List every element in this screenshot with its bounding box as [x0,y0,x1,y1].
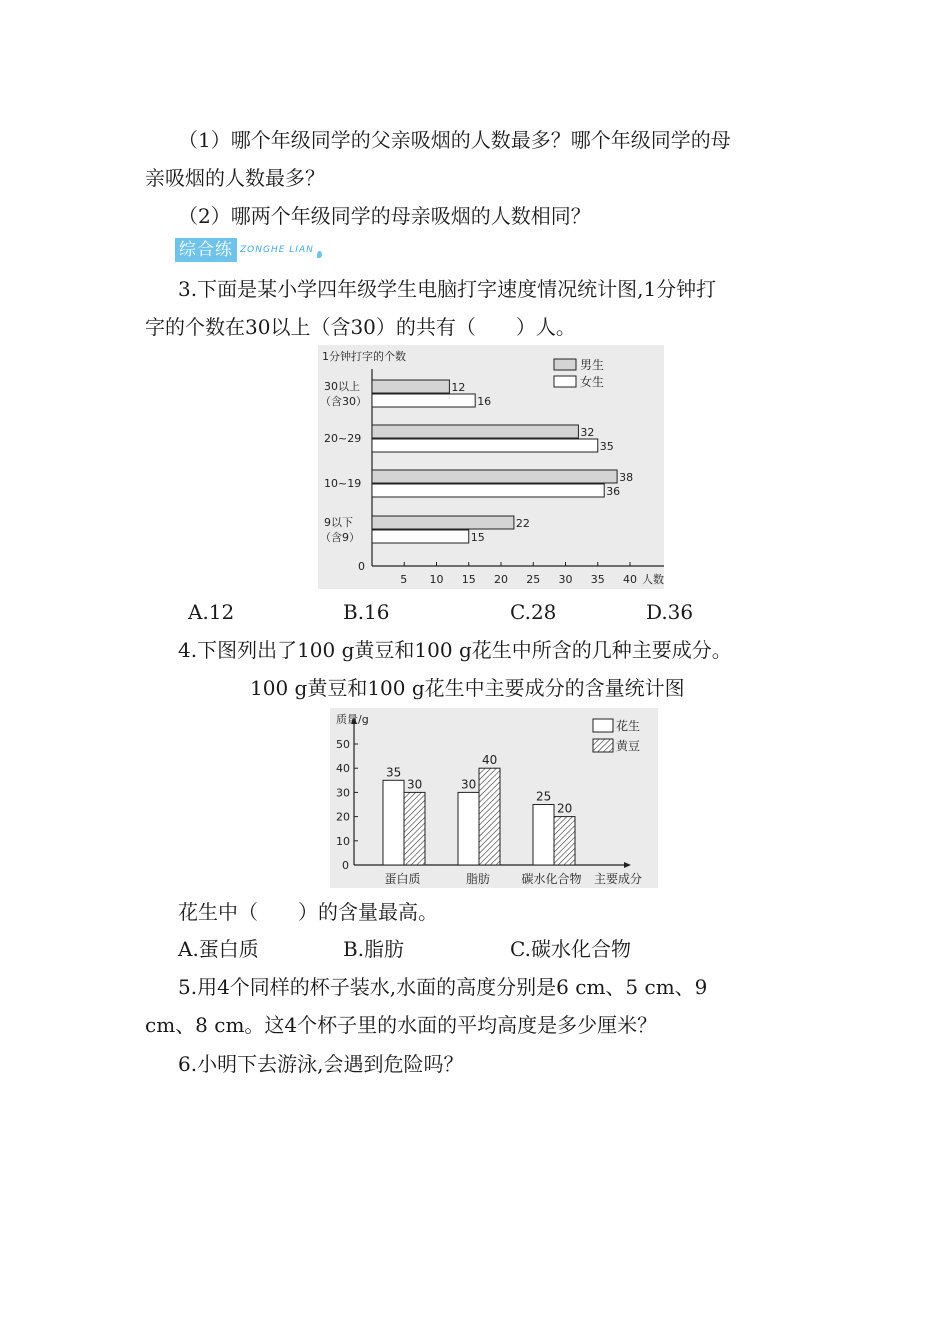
question-4: 4.下图列出了100 g黄豆和100 g花生中所含的几种主要成分。 [178,638,732,662]
category-label: （含9） [320,531,360,544]
x-tick-label: 5 [400,573,408,586]
drop-icon [317,251,322,258]
legend-label: 花生 [616,719,641,733]
y-tick-label: 40 [336,762,350,776]
nutrient-chart-container [330,708,658,888]
data-label: 12 [451,381,466,394]
bar-girls [372,439,598,452]
bar-boys [372,425,578,438]
bar-boys [372,380,449,393]
chart-2-caption: 100 g黄豆和100 g花生中主要成分的含量统计图 [250,676,685,700]
y-axis-label: 质量/g [336,713,369,726]
category-label: 9以下 [324,516,353,529]
bar-peanut [458,792,479,865]
bar-boys [372,516,514,529]
question-2: （2）哪两个年级同学的母亲吸烟的人数相同？ [178,204,591,228]
data-label: 38 [619,471,634,484]
option-3d[interactable]: D.36 [646,600,694,624]
option-3b[interactable]: B.16 [343,600,390,624]
bar-peanut [383,780,404,865]
question-5-line-2: cm、8 cm。这4个杯子里的水面的平均高度是多少厘米？ [145,1013,658,1037]
legend-swatch [593,739,613,752]
question-4-blank: 花生中（ ）的含量最高。 [178,900,438,924]
data-label: 20 [557,801,573,816]
data-label: 32 [580,426,595,439]
question-5-line-1: 5.用4个同样的杯子装水,水面的高度分别是6 cm、5 cm、9 [178,975,708,999]
question-3-line-2: 字的个数在30以上（含30）的共有（ ）人。 [145,315,576,339]
bar-boys [372,470,617,483]
section-badge-label: 综合练 [175,238,237,262]
option-4a[interactable]: A.蛋白质 [178,937,259,961]
x-tick-label: 40 [623,573,637,586]
bar-soybean [554,817,575,865]
category-label: 脂肪 [466,872,491,886]
question-1-line-2: 亲吸烟的人数最多？ [145,166,325,190]
category-label: 20~29 [324,432,362,445]
bar-girls [372,394,475,407]
typing-speed-chart-container [318,345,664,589]
legend-swatch [593,719,613,732]
data-label: 35 [386,765,402,780]
data-label: 15 [470,531,485,544]
x-axis-arrow [624,862,631,868]
typing-speed-chart [318,345,664,589]
option-4b[interactable]: B.脂肪 [343,937,405,961]
bar-soybean [479,768,500,865]
legend-swatch [554,359,576,370]
category-label: （含30） [320,395,367,408]
data-label: 30 [407,777,423,792]
data-label: 40 [482,753,498,768]
data-label: 22 [515,517,530,530]
bar-girls [372,484,604,497]
data-label: 35 [599,440,614,453]
option-3c[interactable]: C.28 [510,600,557,624]
category-label: 碳水化合物 [521,872,582,886]
x-tick-label: 35 [590,573,605,586]
data-label: 25 [536,789,552,804]
data-label: 16 [477,395,492,408]
y-tick-label: 30 [336,786,350,800]
x-tick-label: 15 [461,573,476,586]
legend-label: 男生 [580,358,605,372]
data-label: 36 [606,485,621,498]
x-tick-label: 10 [429,573,444,586]
category-label: 蛋白质 [384,872,421,886]
origin-label: 0 [342,859,349,872]
y-tick-label: 50 [336,738,350,751]
data-label: 30 [461,777,477,792]
y-axis-label: 1分钟打字的个数 [322,350,406,363]
x-tick-label: 20 [494,573,508,586]
bar-girls [372,530,469,543]
y-tick-label: 10 [336,834,350,848]
option-4c[interactable]: C.碳水化合物 [510,937,631,961]
section-badge [175,237,322,263]
question-3-line-1: 3.下面是某小学四年级学生电脑打字速度情况统计图,1分钟打 [178,277,717,301]
bar-peanut [533,805,554,866]
y-tick-label: 20 [336,810,350,824]
section-badge-pinyin: ZONGHE LIAN [240,245,314,255]
legend-label: 女生 [580,375,605,389]
bar-soybean [404,792,425,865]
x-axis-label: 人数 [642,573,664,586]
category-label: 30以上 [324,380,360,393]
legend-swatch [554,376,576,387]
nutrient-chart [330,708,658,888]
question-6: 6.小明下去游泳,会遇到危险吗？ [178,1052,464,1076]
option-3a[interactable]: A.12 [188,600,235,624]
x-tick-label: 30 [558,573,573,586]
origin-label: 0 [358,560,365,573]
question-1-line-1: （1）哪个年级同学的父亲吸烟的人数最多？哪个年级同学的母 [178,128,731,152]
legend-label: 黄豆 [616,739,641,753]
x-tick-label: 25 [526,573,541,586]
x-axis-label: 主要成分 [594,872,643,886]
category-label: 10~19 [324,477,362,490]
